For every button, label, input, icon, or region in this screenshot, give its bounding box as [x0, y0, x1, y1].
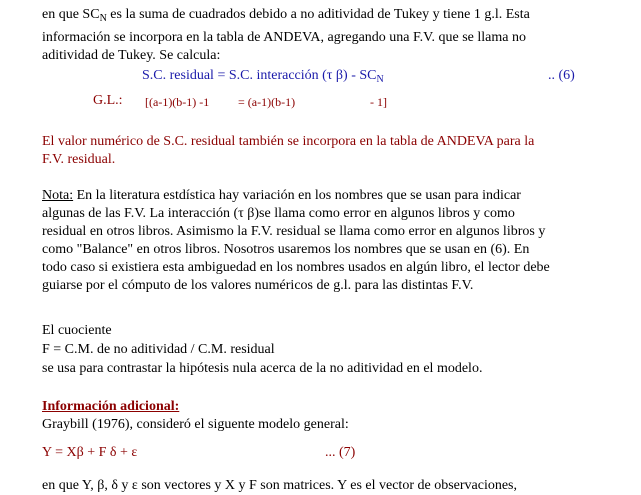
paragraph-line: como "Balance" en otros libros. Nosotros usaremos los nombres que se usan en (6). En [42, 242, 530, 257]
text: en que SC [42, 7, 100, 22]
text: es la suma de cuadrados debido a no aditividad de Tukey y tiene 1 g.l. Esta [106, 7, 530, 22]
gl-part-c: - 1] [370, 95, 387, 109]
subscript: N [99, 13, 107, 24]
paragraph-line: información se incorpora en la tabla de ANDEVA, agregando una F.V. que se llama no [42, 30, 526, 45]
paragraph-line: Graybill (1976), consideró el siguente modelo general: [42, 417, 349, 432]
paragraph-line: F.V. residual. [42, 152, 116, 167]
gl-part-b: = (a-1)(b-1) [238, 95, 296, 109]
gl-part-a: [(a-1)(b-1) -1 [145, 95, 210, 109]
paragraph-line: se usa para contrastar la hipótesis nula acerca de la no aditividad en el modelo. [42, 361, 483, 376]
paragraph-line: todo caso si existiera esta ambiguedad en los nombres usados en algún libro, el lector debe [42, 260, 550, 275]
paragraph-line: El cuociente [42, 323, 112, 338]
section-heading: Información adicional: [42, 399, 180, 414]
equation-number: ... (7) [325, 445, 356, 460]
subscript: N [376, 74, 384, 85]
nota-label: Nota: [42, 188, 74, 203]
equation-6 [142, 67, 384, 89]
paragraph-line: El valor numérico de S.C. residual también se incorpora en la tabla de ANDEVA para la [42, 134, 535, 149]
paragraph-line: guiarse por el cómputo de los valores numéricos de g.l. para las distintas F.V. [42, 278, 474, 293]
paragraph-line: en que Y, β, δ y ε son vectores y X y F son matrices. Y es el vector de observaciones, [42, 478, 518, 493]
paragraph-line: aditividad de Tukey. Se calcula: [42, 48, 221, 63]
gl-label: G.L.: [93, 93, 123, 108]
paragraph-line [42, 6, 530, 28]
text: En la literatura estdística hay variación en los nombres que se usan para indicar [73, 188, 521, 203]
paragraph-line: residual en otros libros. Asimismo la F.V. residual se llama como error en algunos libros y [42, 224, 546, 239]
paragraph-line: algunas de las F.V. La interacción (τ β)se llama como error en algunos libros y como [42, 206, 515, 221]
paragraph-line: F = C.M. de no aditividad / C.M. residual [42, 342, 275, 357]
equation-7: Y = Xβ + F δ + ε [42, 445, 138, 460]
equation-number: .. (6) [548, 68, 575, 83]
paragraph-line [42, 187, 521, 205]
equation-text: S.C. residual = S.C. interacción (τ β) - SC [142, 68, 377, 83]
